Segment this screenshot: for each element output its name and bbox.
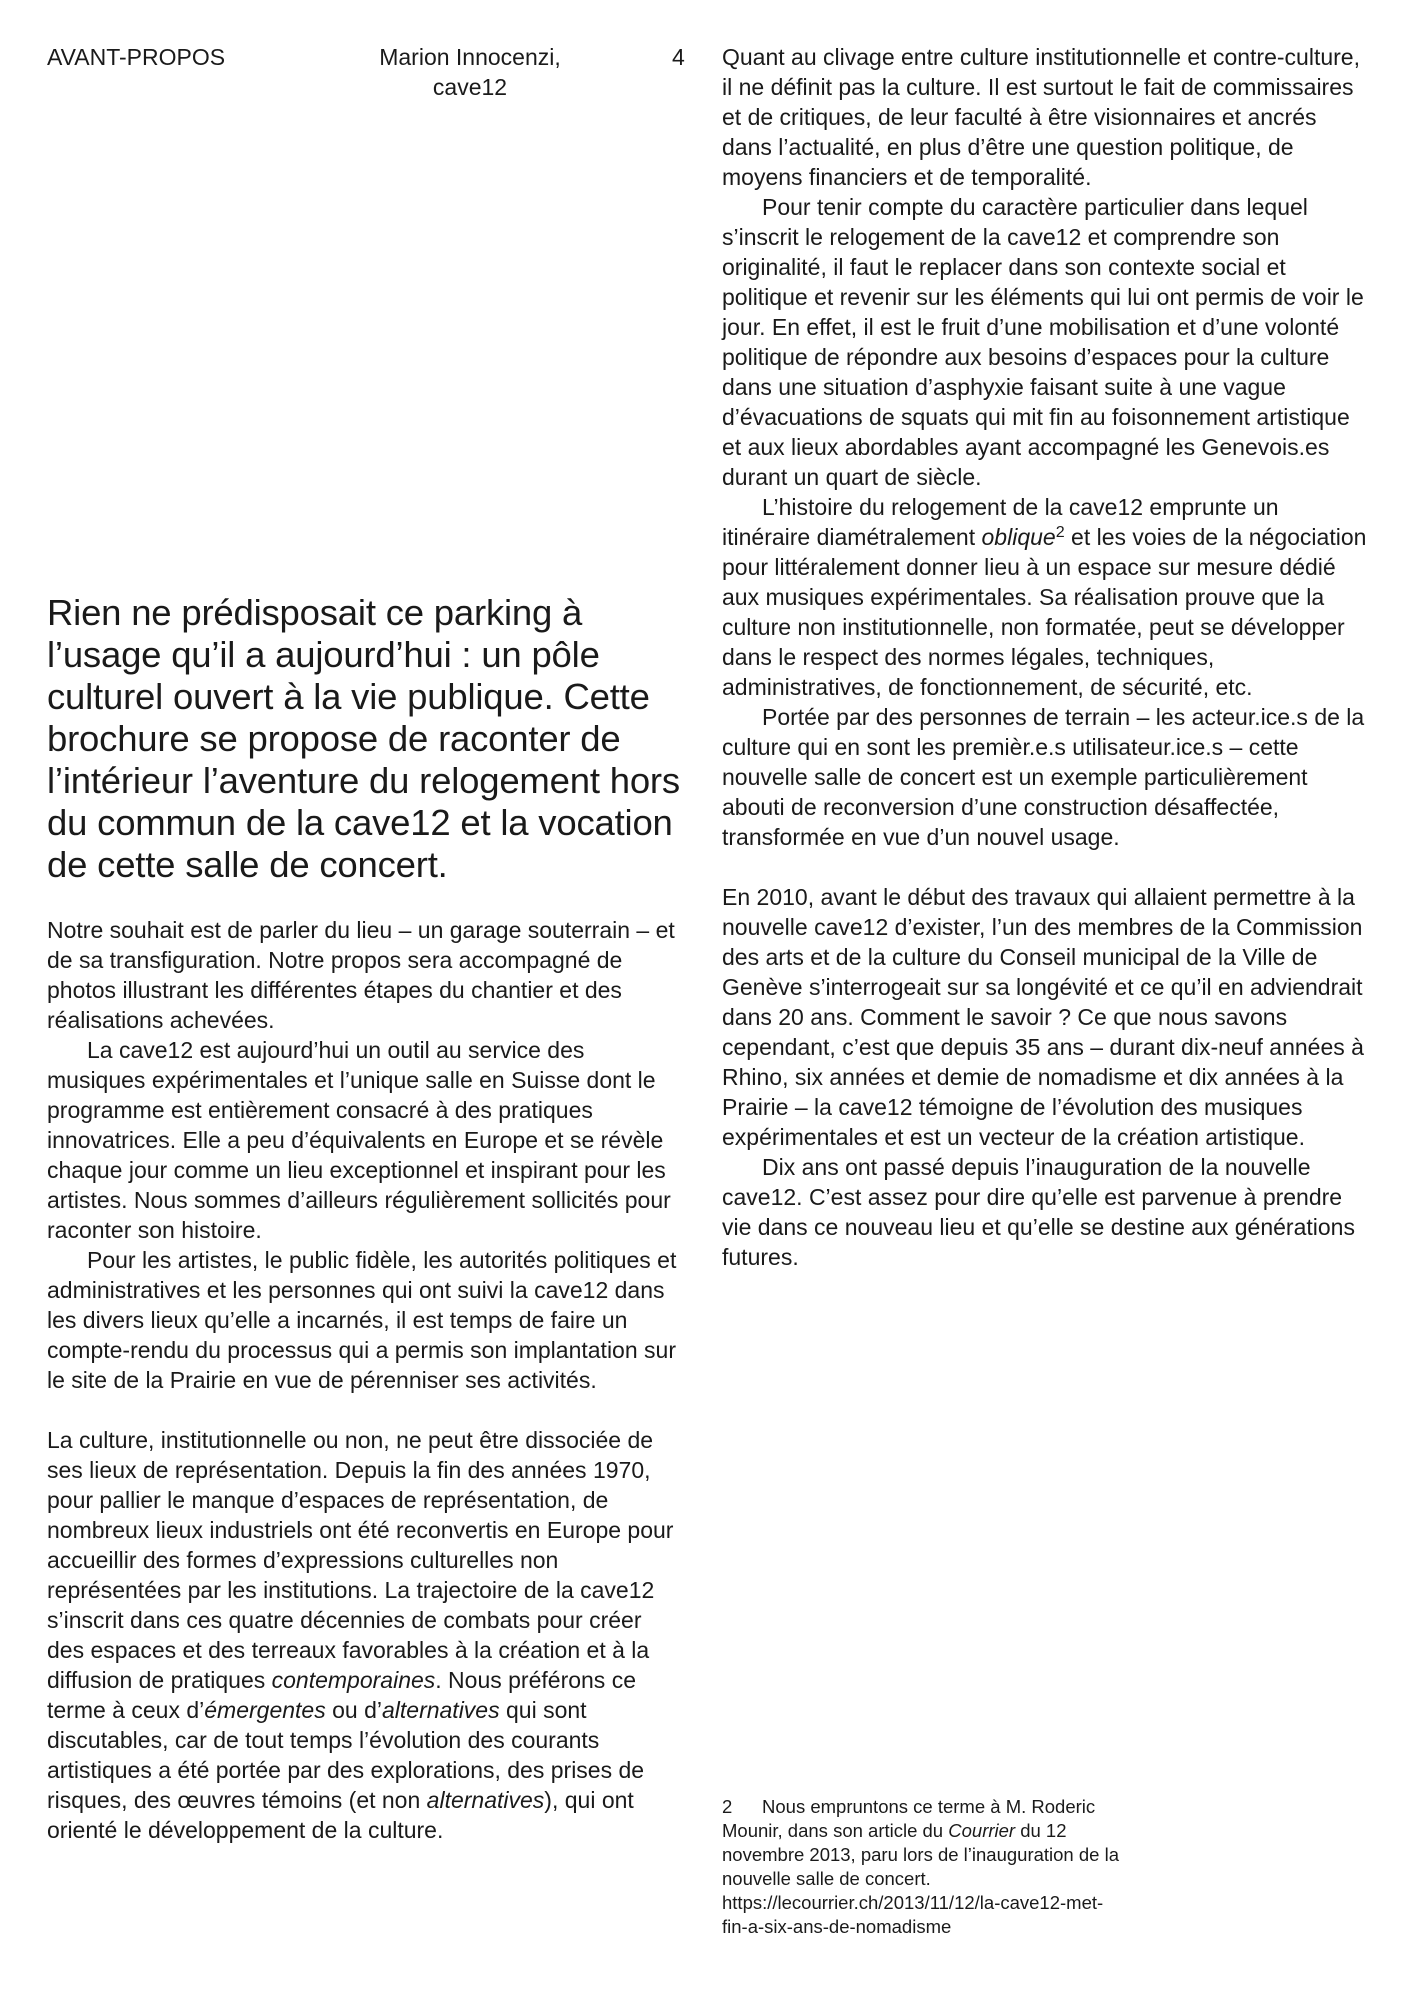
text-run: ou d’ xyxy=(325,1697,382,1723)
body-paragraph: La cave12 est aujourd’hui un outil au service des musiques expérimentales et l’unique salle en Suisse dont le programme est entièrement consacré à des pratiques innovatrices. Elle a peu d’équivalents en Europe et se révèle chaque jour comme un lieu exceptionnel et inspirant pour les artistes. Nous sommes d’ailleurs régulièrement sollicités pour raconter son histoire. xyxy=(47,1037,671,1243)
emphasis: émergentes xyxy=(204,1697,326,1723)
author-name: Marion Innocenzi, xyxy=(379,44,561,70)
body-paragraph: Pour tenir compte du caractère particulier dans lequel s’inscrit le relogement de la cave12 et comprendre son originalité, il faut le replacer dans son contexte social et politique et revenir sur les éléments qui lui ont permis de voir le jour. En effet, il est le fruit d’une mobilisation et d’une volonté politique de répondre aux besoins d’espaces pour la culture dans une situation d’asphyxie faisant suite à une vague d’évacuations de squats qui mit fin au foisonnement artistique et aux lieux abordables ayant accompagné les Genevois.es durant un quart de siècle. xyxy=(722,194,1364,490)
emphasis: oblique xyxy=(981,524,1056,550)
footnote xyxy=(722,1795,1122,1939)
text-run: qui sont discutables, car de tout temps l’évolution des courants artistiques a été portée par des explorations, des prises de risques, des œuvres témoins (et non xyxy=(47,1697,645,1813)
text-run: ), qui ont orienté le développement de la culture. xyxy=(47,1787,634,1843)
body-paragraph: Portée par des personnes de terrain – les acteur.ice.s de la culture qui en sont les premièr.e.s utilisateur.ice.s – cette nouvelle salle de concert est un exemple particulièrement abouti de reconversion d’une construction désaffectée, transformée en vue d’un nouvel usage. xyxy=(722,704,1365,850)
author-credit xyxy=(340,42,600,102)
text-run: La culture, institutionnelle ou non, ne peut être dissociée de ses lieux de représentation. Depuis la fin des années 1970, pour pallier le manque d’espaces de représentation, de nombreux lieux industriels ont été reconvertis en Europe pour accueillir des formes d’expressions culturelles non représentées par les institutions. La trajectoire de la cave12 s’inscrit dans ces quatre décennies de combats pour créer des espaces et des terreaux favorables à la création et à la diffusion de pratiques xyxy=(47,1427,674,1693)
body-paragraph: Quant au clivage entre culture institutionnelle et contre-culture, il ne définit pas la culture. Il est surtout le fait de commissaires et de critiques, de leur faculté à être visionnaires et ancrés dans l’actualité, en plus d’être une question politique, de moyens financiers et de temporalité. xyxy=(722,44,1360,190)
lead-paragraph: Rien ne prédisposait ce parking à l’usage qu’il a aujourd’hui : un pôle culturel ouvert à la vie publique. Cette brochure se propose de raconter de l’intérieur l’aventure du relogement hors du commun de la cave12 et la vocation de cette salle de concert. xyxy=(47,592,680,885)
footnote-reference: 2 xyxy=(1055,522,1065,541)
body-paragraph: Pour les artistes, le public fidèle, les autorités politiques et administratives et les personnes qui ont suivi la cave12 dans les divers lieux qu’elle a incarnés, il est temps de faire un compte-rendu du processus qui a permis son implantation sur le site de la Prairie en vue de pérenniser ses activités. xyxy=(47,1247,677,1393)
emphasis: alternatives xyxy=(381,1697,500,1723)
text-run: du 12 novembre 2013, paru lors de l’inauguration de la nouvelle salle de concert. https://lecourrier.ch/2013/11/12/la-cave12-met-fin-a-six-ans-de-nomadisme xyxy=(722,1820,1119,1937)
body-paragraph: Dix ans ont passé depuis l’inauguration de la nouvelle cave12. C’est assez pour dire qu’elle est parvenue à prendre vie dans ce nouveau lieu et qu’elle se destine aux générations futures. xyxy=(722,1154,1355,1270)
text-run: et les voies de la négociation pour littéralement donner lieu à un espace sur mesure dédié aux musiques expérimentales. Sa réalisation prouve que la culture non institutionnelle, non formatée, peut se développer dans le respect des normes légales, techniques, administratives, de fonctionnement, de sécurité, etc. xyxy=(722,524,1367,700)
text-run: L’histoire du relogement de la cave12 emprunte un itinéraire diamétralement xyxy=(722,494,1279,550)
left-column xyxy=(47,915,682,1845)
author-affiliation: cave12 xyxy=(432,74,508,100)
body-paragraph xyxy=(722,492,1370,702)
text-run: Nous empruntons ce terme à M. Roderic Mounir, dans son article du xyxy=(722,1796,1096,1841)
body-paragraph: Notre souhait est de parler du lieu – un garage souterrain – et de sa transfiguration. Notre propos sera accompagné de photos illustrant les différentes étapes du chantier et des réalisations achevées. xyxy=(47,917,675,1033)
text-run: . Nous préférons ce terme à ceux d’ xyxy=(47,1667,636,1723)
section-title: AVANT-PROPOS xyxy=(47,44,226,70)
body-paragraph xyxy=(47,1425,682,1845)
emphasis: Courrier xyxy=(948,1820,1016,1841)
footnote-number: 2 xyxy=(722,1796,733,1817)
right-column xyxy=(722,42,1370,1272)
page-number: 4 xyxy=(672,44,685,70)
emphasis: contemporaines xyxy=(271,1667,436,1693)
footnote-text xyxy=(722,1795,1122,1939)
emphasis: alternatives xyxy=(426,1787,545,1813)
body-paragraph: En 2010, avant le début des travaux qui allaient permettre à la nouvelle cave12 d’exister, l’un des membres de la Commission des arts et de la culture du Conseil municipal de la Ville de Genève s’interrogeait sur sa longévité et ce qu’il en adviendrait dans 20 ans. Comment le savoir ? Ce que nous savons cependant, c’est que depuis 35 ans – durant dix-neuf années à Rhino, six années et demie de nomadisme et dix années à la Prairie – la cave12 témoigne de l’évolution des musiques expérimentales et est un vecteur de la création artistique. xyxy=(722,884,1364,1150)
